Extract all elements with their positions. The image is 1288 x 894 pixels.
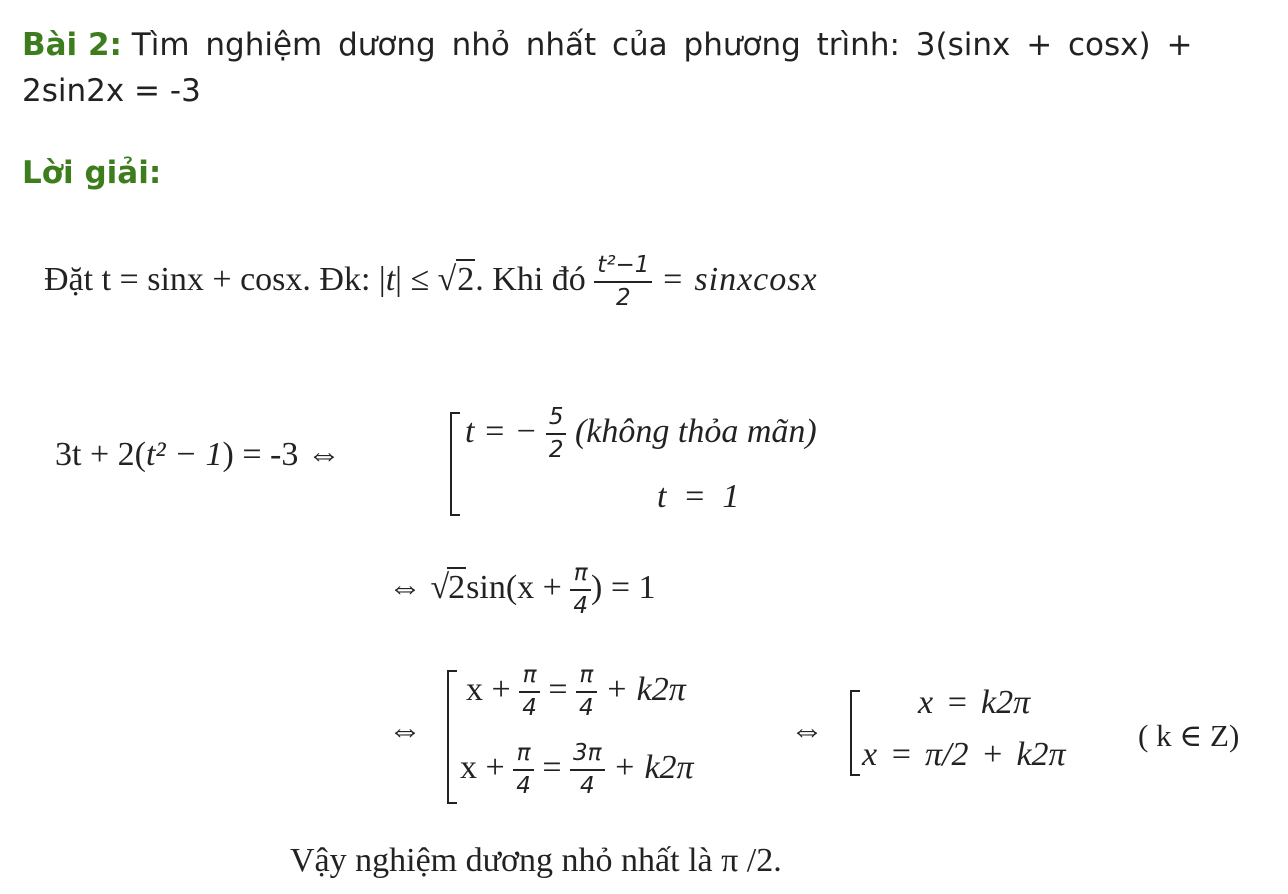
step4-row1-frac2 bbox=[576, 664, 597, 720]
step4-equiv2: ⇔ bbox=[790, 712, 824, 749]
step4-row2-num1: π bbox=[513, 742, 534, 771]
step3-line: ⇔ √2sin(x + $\frac{\pi}{4}$ ) = 1 bbox=[388, 560, 656, 620]
step4-row1-num1: π bbox=[519, 664, 540, 693]
step3-text-a: sin(x + bbox=[466, 569, 562, 606]
step1-frac-den: 2 bbox=[616, 285, 631, 312]
step1-suffix: . Khi đó bbox=[475, 261, 586, 298]
step4-row1 bbox=[466, 660, 686, 720]
step1-prefix: Đặt t = sinx + cosx. Đk: | bbox=[44, 261, 386, 298]
step4-row2-frac1 bbox=[513, 742, 534, 798]
step4-row2-eq: = bbox=[542, 749, 562, 786]
step4-equiv: ⇔ bbox=[388, 712, 422, 749]
step1-bar-leq: | ≤ √ bbox=[395, 261, 457, 298]
step3-radicand: 2 bbox=[448, 569, 466, 606]
step4-row1-eq: = bbox=[548, 671, 568, 708]
step1-rhs: = sinxcosx bbox=[660, 261, 818, 298]
step2-case1-note: (không thỏa mãn) bbox=[574, 413, 817, 450]
problem-text-line2: 2sin2x = -3 bbox=[22, 73, 201, 109]
step4-row2-a: x + bbox=[460, 749, 505, 786]
step2-case2: t = 1 bbox=[657, 478, 740, 515]
step4-row1-b: + k2π bbox=[605, 671, 686, 708]
step2-lhs bbox=[55, 436, 341, 474]
step4-row2-num2: 3π bbox=[570, 742, 604, 771]
step1-line bbox=[44, 250, 818, 310]
step2-case1-a: t = − bbox=[465, 413, 538, 450]
problem-text-line1: Tìm nghiệm dương nhỏ nhất của phương trình: 3(sinx + cosx) + bbox=[131, 27, 1193, 63]
step4-res2: x = π/2 + k2π bbox=[862, 736, 1066, 773]
step3-fraction bbox=[570, 562, 591, 618]
step4-row2-frac2 bbox=[570, 742, 604, 798]
step2-case1-den: 2 bbox=[548, 437, 564, 464]
step2-lhs-b: ) = -3 ⇔ bbox=[222, 436, 341, 473]
step1-fraction bbox=[594, 254, 652, 310]
step4-row2-den2: 4 bbox=[579, 773, 595, 800]
step3-text-b: ) = 1 bbox=[591, 569, 656, 606]
problem-statement bbox=[22, 22, 1192, 114]
step4-row2-b: + k2π bbox=[613, 749, 694, 786]
step4-bracket-right bbox=[850, 690, 860, 776]
conclusion: Vậy nghiệm dương nhỏ nhất là π /2. bbox=[290, 842, 782, 879]
step4-bracket-left bbox=[447, 670, 457, 804]
step4-row1-den1: 4 bbox=[522, 695, 537, 722]
step4-row1-frac1 bbox=[519, 664, 540, 720]
step3-frac-den: 4 bbox=[573, 593, 588, 620]
step1-radicand: 2 bbox=[457, 261, 475, 298]
step3-frac-num: π bbox=[570, 562, 591, 591]
step4-row2-den1: 4 bbox=[516, 773, 531, 800]
step4-cond: ( k ∈ Z) bbox=[1138, 718, 1240, 753]
step2-case1-fraction bbox=[546, 406, 567, 462]
step3-equiv: ⇔ bbox=[388, 569, 422, 606]
step4-row1-a: x + bbox=[466, 671, 511, 708]
step1-t: t bbox=[385, 261, 396, 298]
step4-row1-num2: π bbox=[576, 664, 597, 693]
step4-res1: x = k2π bbox=[918, 684, 1031, 721]
problem-label: Bài 2: bbox=[22, 27, 122, 63]
step4-row2 bbox=[460, 738, 694, 798]
step2-case1 bbox=[465, 403, 817, 462]
step1-frac-num: t²−1 bbox=[594, 254, 652, 283]
solution-label: Lời giải: bbox=[22, 155, 162, 191]
step2-bracket bbox=[450, 412, 460, 516]
step2-lhs-t2: t² − 1 bbox=[145, 436, 223, 473]
step2-case1-num: 5 bbox=[546, 406, 567, 435]
step4-row1-den2: 4 bbox=[579, 695, 594, 722]
step2-lhs-a: 3t + 2( bbox=[55, 436, 146, 473]
